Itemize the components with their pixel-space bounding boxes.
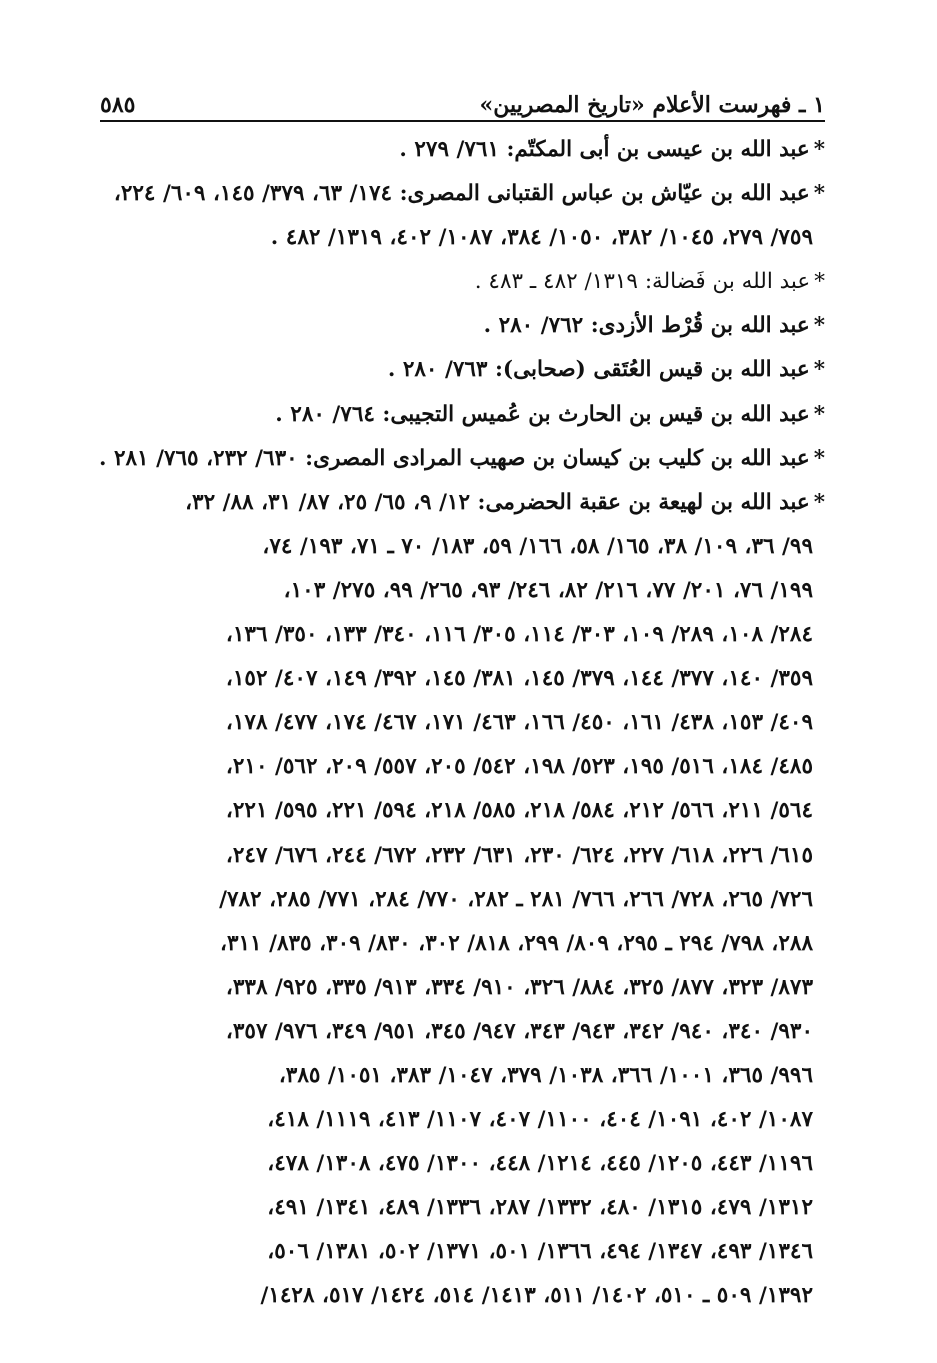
index-entry-continuation — [98, 1142, 825, 1186]
index-entry-continuation — [98, 1186, 825, 1230]
index-entry-continuation — [98, 789, 825, 833]
section-title: ١ ـ فهرست الأعلام «تاريخ المصريين» — [479, 92, 825, 118]
entry-text: ٤٨٥/ ١٨٤، ٥١٦/ ١٩٥، ٥٢٣/ ١٩٨، ٥٤٢/ ٢٠٥، ٥٥٧/ ٢٠٩، ٥٦٢/ ٢١٠، — [225, 754, 813, 780]
entry-bullet-star: * — [813, 445, 825, 471]
index-entry — [98, 481, 825, 525]
index-entry — [98, 128, 825, 172]
entry-text: ١٣٤٦/ ٤٩٣، ١٣٤٧/ ٤٩٤، ١٣٦٦/ ٥٠١، ١٣٧١/ ٥٠٢، ١٣٨١/ ٥٠٦، — [267, 1239, 813, 1265]
entry-bullet-star: * — [813, 137, 825, 162]
entry-text: عبد الله بن قيس بن الحارث بن عُميس التجيبى: ٧٦٤/ ٢٨٠ . — [275, 401, 810, 427]
entry-text: ٩٣٠/ ٣٤٠، ٩٤٠/ ٣٤٢، ٩٤٣/ ٣٤٣، ٩٤٧/ ٣٤٥، ٩٥١/ ٣٤٩، ٩٧٦/ ٣٥٧، — [225, 1018, 813, 1044]
entry-text: عبد الله بن لهيعة بن عقبة الحضرمى: ١٢/ ٩، ٦٥/ ٢٥، ٨٧/ ٣١، ٨٨/ ٣٢، — [185, 489, 810, 515]
entry-text: ٩٩/ ٣٦، ١٠٩/ ٣٨، ١٦٥/ ٥٨، ١٦٦/ ٥٩، ١٨٣/ ٧٠ ـ ٧١، ١٩٣/ ٧٤، — [262, 533, 813, 559]
index-entry-continuation — [98, 1230, 825, 1274]
entry-text: ٣٥٩/ ١٤٠، ٣٧٧/ ١٤٤، ٣٧٩/ ١٤٥، ٣٨١/ ١٤٥، ٣٩٢/ ١٤٩، ٤٠٧/ ١٥٢، — [225, 666, 813, 692]
index-entry-continuation — [98, 1054, 825, 1098]
index-entry-continuation — [98, 613, 825, 657]
index-entry — [98, 260, 825, 304]
entry-text: ٨٧٣/ ٣٢٣، ٨٧٧/ ٣٢٥، ٨٨٤/ ٣٢٦، ٩١٠/ ٣٣٤، ٩١٣/ ٣٣٥، ٩٢٥/ ٣٣٨، — [225, 974, 813, 1000]
index-entry-continuation — [98, 216, 825, 260]
index-entry — [98, 172, 825, 216]
index-entry-continuation — [98, 701, 825, 745]
index-entry-continuation — [98, 657, 825, 701]
entry-text: عبد الله بن قُرْط الأزدى: ٧٦٢/ ٢٨٠ . — [483, 313, 810, 339]
index-entry — [98, 348, 825, 392]
entry-bullet-star: * — [813, 357, 825, 383]
entry-bullet-star: * — [813, 313, 825, 339]
entry-text: ٧٥٩/ ٢٧٩، ١٠٤٥/ ٣٨٢، ١٠٥٠/ ٣٨٤، ١٠٨٧/ ٤٠٢، ١٣١٩/ ٤٨٢ . — [270, 225, 813, 251]
entry-text: ٦١٥/ ٢٢٦، ٦١٨/ ٢٢٧، ٦٢٤/ ٢٣٠، ٦٣١/ ٢٣٢، ٦٧٢/ ٢٤٤، ٦٧٦/ ٢٤٧، — [225, 842, 813, 868]
entry-text: عبد الله بن فَضالة: ١٣١٩/ ٤٨٢ ـ ٤٨٣ . — [474, 269, 811, 295]
entry-text: عبد الله بن قيس العُتَقى (صحابى): ٧٦٣/ ٢٨٠ . — [387, 357, 810, 383]
entry-bullet-star: * — [813, 489, 825, 515]
index-entry-continuation — [98, 525, 825, 569]
index-entries — [98, 128, 825, 1319]
entry-text: ١٣٩٢/ ٥٠٩ ـ ٥١٠، ١٤٠٢/ ٥١١، ١٤١٣/ ٥١٤، ١٤٢٤/ ٥١٧، ١٤٢٨/ — [260, 1283, 813, 1309]
page-number: ٥٨٥ — [100, 92, 136, 118]
entry-bullet-star: * — [813, 401, 825, 427]
entry-text: عبد الله بن كليب بن كيسان بن صهيب المرادى المصرى: ٦٣٠/ ٢٣٢، ٧٦٥/ ٢٨١ . — [98, 445, 810, 471]
entry-text: ١٩٩/ ٧٦، ٢٠١/ ٧٧، ٢١٦/ ٨٢، ٢٤٦/ ٩٣، ٢٦٥/ ٩٩، ٢٧٥/ ١٠٣، — [283, 577, 813, 603]
index-entry-continuation — [98, 966, 825, 1010]
index-entry-continuation — [98, 569, 825, 613]
entry-text: ٧٢٦/ ٢٦٥، ٧٢٨/ ٢٦٦، ٧٦٦/ ٢٨١ ـ ٢٨٢، ٧٧٠/ ٢٨٤، ٧٧١/ ٢٨٥، ٧٨٢/ — [219, 886, 813, 912]
entry-bullet-star: * — [814, 269, 825, 295]
page-header — [100, 78, 825, 118]
entry-text: ١١٩٦/ ٤٤٣، ١٢٠٥/ ٤٤٥، ١٢١٤/ ٤٤٨، ١٣٠٠/ ٤٧٥، ١٣٠٨/ ٤٧٨، — [267, 1151, 813, 1177]
entry-text: ٩٩٦/ ٣٦٥، ١٠٠١/ ٣٦٦، ١٠٣٨/ ٣٧٩، ١٠٤٧/ ٣٨٣، ١٠٥١/ ٣٨٥، — [278, 1062, 813, 1088]
entry-text: ٤٠٩/ ١٥٣، ٤٣٨/ ١٦١، ٤٥٠/ ١٦٦، ٤٦٣/ ١٧١، ٤٦٧/ ١٧٤، ٤٧٧/ ١٧٨، — [225, 710, 813, 736]
index-entry — [98, 304, 825, 348]
index-entry-continuation — [98, 1098, 825, 1142]
index-entry-continuation — [98, 834, 825, 878]
index-entry-continuation — [98, 878, 825, 922]
entry-text: ١٠٨٧/ ٤٠٢، ١٠٩١/ ٤٠٤، ١١٠٠/ ٤٠٧، ١١٠٧/ ٤١٣، ١١١٩/ ٤١٨، — [267, 1107, 813, 1133]
entry-bullet-star: * — [813, 181, 825, 207]
entry-text: ٢٨٨، ٧٩٨/ ٢٩٤ ـ ٢٩٥، ٨٠٩/ ٢٩٩، ٨١٨/ ٣٠٢، ٨٣٠/ ٣٠٩، ٨٣٥/ ٣١١، — [219, 930, 813, 956]
entry-text: ٢٨٤/ ١٠٨، ٢٨٩/ ١٠٩، ٣٠٣/ ١١٤، ٣٠٥/ ١١٦، ٣٤٠/ ١٣٣، ٣٥٠/ ١٣٦، — [225, 622, 813, 648]
index-entry — [98, 393, 825, 437]
index-entry-continuation — [98, 1274, 825, 1318]
entry-text: ١٣١٢/ ٤٧٩، ١٣١٥/ ٤٨٠، ١٣٣٢/ ٢٨٧، ١٣٣٦/ ٤٨٩، ١٣٤١/ ٤٩١، — [267, 1195, 813, 1221]
index-entry-continuation — [98, 1010, 825, 1054]
header-rule — [100, 120, 825, 122]
entry-text: ٥٦٤/ ٢١١، ٥٦٦/ ٢١٢، ٥٨٤/ ٢١٨، ٥٨٥/ ٢١٨، ٥٩٤/ ٢٢١، ٥٩٥/ ٢٢١، — [225, 798, 813, 824]
entry-text: عبد الله بن عيّاش بن عباس القتبانى المصرى: ١٧٤/ ٦٣، ٣٧٩/ ١٤٥، ٦٠٩/ ٢٢٤، — [113, 181, 810, 207]
index-entry — [98, 437, 825, 481]
index-entry-continuation — [98, 922, 825, 966]
index-entry-continuation — [98, 745, 825, 789]
entry-text: عبد الله بن عيسى بن أبى المكتّم: ٧٦١/ ٢٧٩ . — [399, 137, 810, 162]
